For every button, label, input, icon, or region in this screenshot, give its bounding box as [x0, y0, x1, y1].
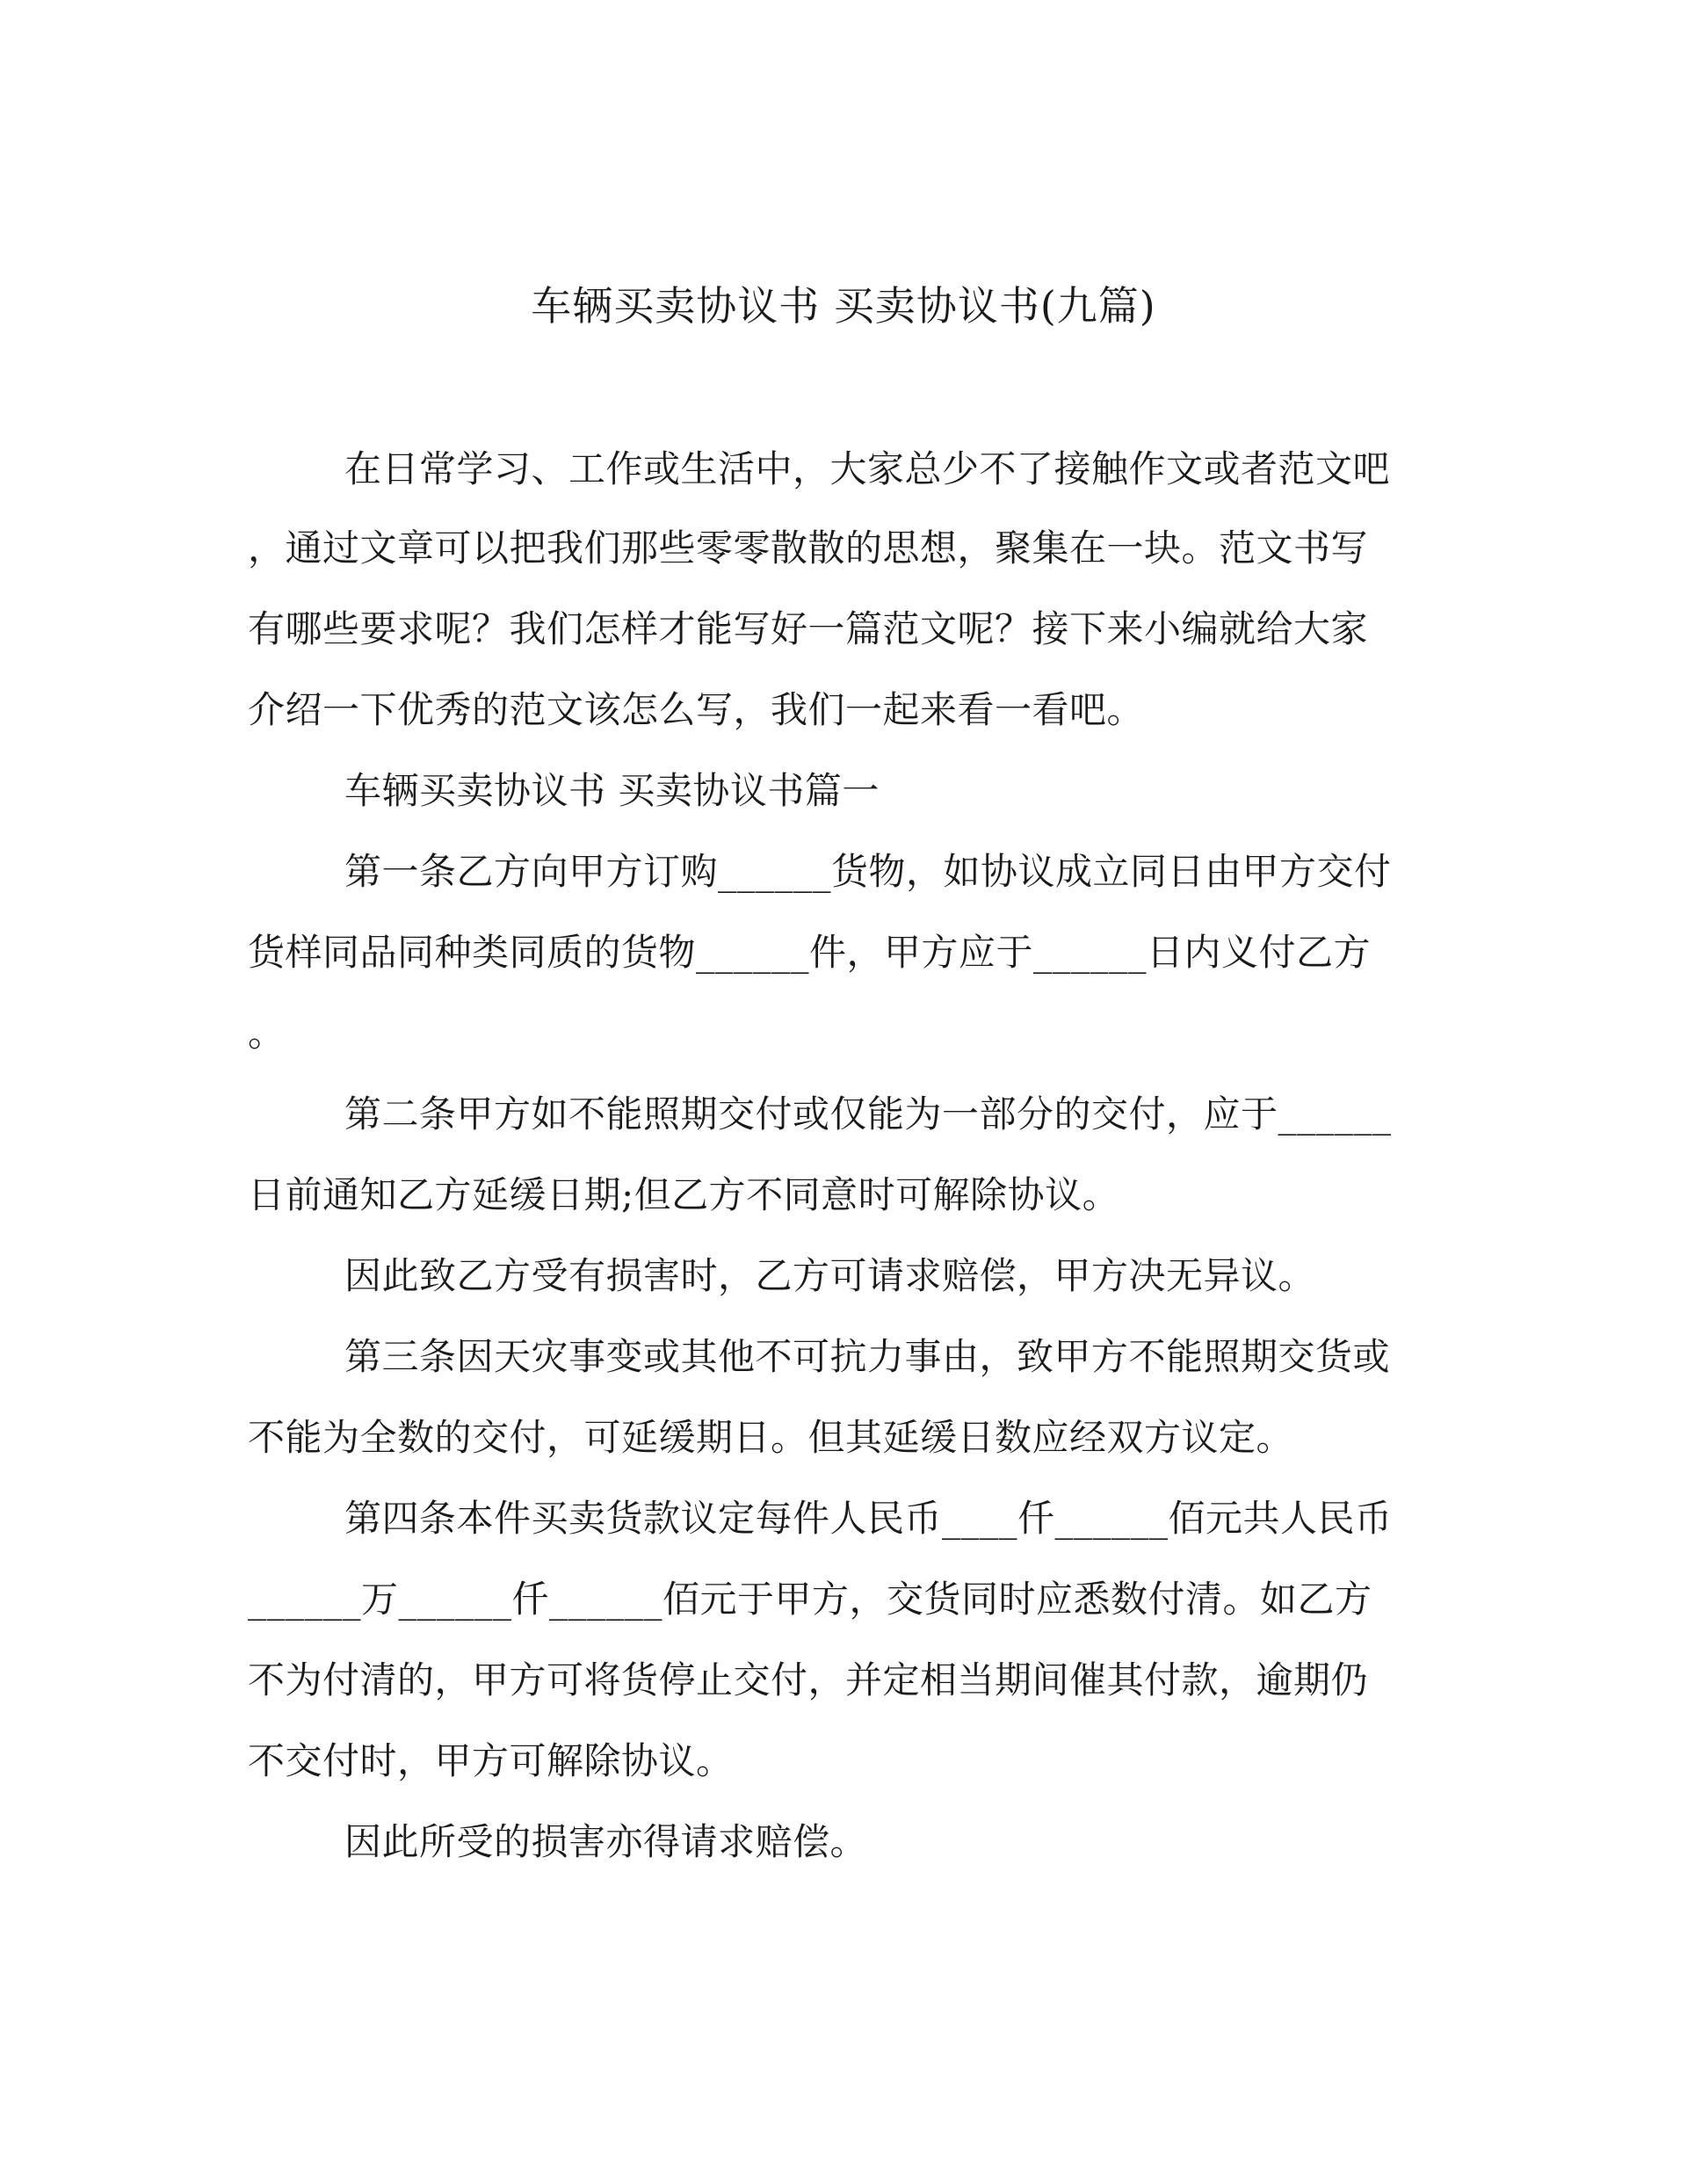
paragraph-line: 不能为全数的交付，可延缓期日。但其延缓日数应经双方议定。 [248, 1416, 1294, 1459]
paragraph-line: 不为付清的，甲方可将货停止交付，并定相当期间催其付款，逾期仍 [248, 1658, 1369, 1701]
paragraph-line: 介绍一下优秀的范文该怎么写，我们一起来看一看吧。 [248, 688, 1145, 731]
section-heading: 车辆买卖协议书 买卖协议书篇一 [344, 769, 880, 812]
document-title: 车辆买卖协议书 买卖协议书(九篇) [531, 282, 1156, 330]
paragraph-line: ______万______仟______佰元于甲方，交货同时应悉数付清。如乙方 [248, 1578, 1372, 1621]
paragraph-line: 第二条甲方如不能照期交付或仅能为一部分的交付，应于______ [344, 1092, 1392, 1136]
paragraph-line: 日前通知乙方延缓日期;但乙方不同意时可解除协议。 [248, 1173, 1120, 1216]
paragraph-line: 因此致乙方受有损害时，乙方可请求赔偿，甲方决无异议。 [344, 1254, 1316, 1297]
paragraph-line: 因此所受的损害亦得请求赔偿。 [344, 1820, 868, 1863]
paragraph-line: 不交付时，甲方可解除协议。 [248, 1739, 734, 1782]
paragraph-line: 第一条乙方向甲方订购______货物，如协议成立同日由甲方交付 [344, 850, 1392, 893]
paragraph-line: 在日常学习、工作或生活中，大家总少不了接触作文或者范文吧 [344, 447, 1391, 490]
paragraph-line: 有哪些要求呢？我们怎样才能写好一篇范文呢？接下来小编就给大家 [248, 607, 1369, 650]
paragraph-line: 。 [248, 1012, 286, 1055]
paragraph-line: 第四条本件买卖货款议定每件人民币____仟______佰元共人民币 [344, 1497, 1393, 1540]
paragraph-line: ，通过文章可以把我们那些零零散散的思想，聚集在一块。范文书写 [248, 526, 1369, 570]
paragraph-line: 货样同品同种类同质的货物______件，甲方应于______日内义付乙方 [248, 931, 1372, 974]
paragraph-line: 第三条因天灾事变或其他不可抗力事由，致甲方不能照期交货或 [344, 1335, 1391, 1378]
